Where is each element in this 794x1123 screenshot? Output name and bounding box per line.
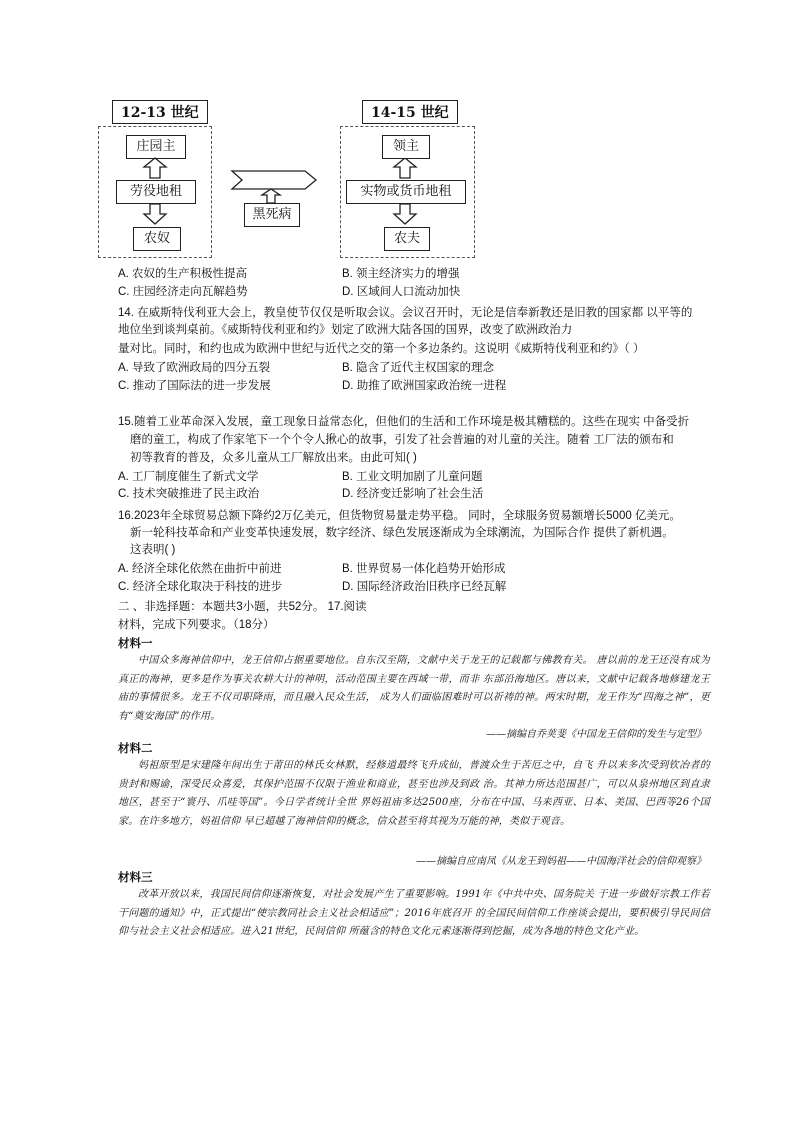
q15-option-c: C. 技术突破推进了民主政治 xyxy=(118,488,260,500)
q15-stem-line1: 15.随着工业革命深入发展，童工现象日益常态化，但他们的生活和工作环境是极其糟糕的。这些在现实 中备受折 xyxy=(118,416,690,428)
middle-arrow-up xyxy=(262,189,280,203)
left-arrow-up xyxy=(144,158,166,178)
q14-option-a: A. 导致了欧洲政局的四分五裂 xyxy=(118,362,271,374)
q16-stem-line3: 这表明( ) xyxy=(130,544,176,556)
middle-chevron-arrow xyxy=(232,171,316,189)
q16-stem-line1: 16.2023年全球贸易总额下降约2万亿美元，但货物贸易量走势平稳。 同时，全球服务贸易额增长5000 亿美元。 xyxy=(118,510,681,522)
q16-option-d: D. 国际经济政治旧秩序已经瓦解 xyxy=(342,581,507,593)
left-node-manor-lord: 庄园主 xyxy=(126,135,186,159)
q14-option-d: D. 助推了欧洲国家政治统一进程 xyxy=(342,380,507,392)
q14-option-b: B. 隐含了近代主权国家的理念 xyxy=(342,362,495,374)
material1-heading: 材料一 xyxy=(118,638,153,650)
q16-option-a: A. 经济全球化依然在曲折中前进 xyxy=(118,563,282,575)
section2-heading: 二 、非选择题：本题共3小题，共52分。 17.阅读 xyxy=(118,601,367,613)
section2-instruction: 材料，完成下列要求。（18分） xyxy=(118,619,275,631)
q14-stem-line2: 地位坐到谈判桌前。《威斯特伐利亚和约》划定了欧洲大陆各国的国界，改变了欧洲政治力 xyxy=(118,324,573,336)
q15-stem-line3: 初等教育的普及，众多儿童从工厂解放出来。由此可知( ) xyxy=(130,452,417,464)
left-arrow-down xyxy=(144,204,166,224)
material2-text: 妈祖原型是宋建隆年间出生于莆田的林氏女林默，经修道最终飞升成仙，普渡众生于苦厄之中，自飞 升以来多次受到钦冶者的贵封和赐谕，深受民众喜爱，其保护范围不仅限于渔业和商业，甚至也涉及到政 治。其神力所达范围甚广，可以从泉州地区到直隶地区，甚至于“寰丹、爪哇等国”。今日学者统计全世 界妈祖庙多达2500座，分布在中国、马来西亚、日本、美国、巴西等26个国家。在许多地方，妈祖信仰 早已超越了海神信仰的概念，信众甚至将其视为万能的神，类似于观音。 xyxy=(118,760,710,827)
material1-text: 中国众多海神信仰中，龙王信仰占据重要地位。自东汉至隋，文献中关于龙王的记载都与佛教有关。 唐以前的龙王还没有成为真正的海神，更多是作为事关农耕大计的神明，活动范围主要在西域一带，而非 东部沿海地区。唐以来，文献中记载各地修建龙王庙的事情很多。龙王不仅司职降雨，而且融入民众生活， 成为人们面临困难时可以祈祷的神。两宋时期，龙王作为“四海之神”，更有“奠安海国”的作用。 xyxy=(118,655,710,722)
right-node-farmer: 农夫 xyxy=(384,227,430,251)
material1-source: ——摘编自乔荚斐《中国龙王信仰的发生与定型》 xyxy=(486,729,706,740)
q15-option-d: D. 经济变迁影响了社会生活 xyxy=(342,488,484,500)
q14-stem-line3: 量对比。同时，和约也成为欧洲中世纪与近代之交的第一个多边条约。这说明《威斯特伐利亚和约》（ ） xyxy=(118,343,645,355)
left-era-label: 12-13 世纪 xyxy=(112,100,208,124)
material3-text: 改革开放以来，我国民间信仰逐渐恢复，对社会发展产生了重要影响。1991年《中共中央、国务院关 于进一步做好宗教工作若干问题的通知》中，正式提出“使宗教同社会主义社会相适应”；2016年底召开 的全国民间信仰工作座谈会提出，要积极引导民间信仰与社会主义社会相适应。进入21世纪，民间信仰 所蕴含的特色文化元素逐渐得到挖掘，成为各地的特色文化产业。 xyxy=(118,889,710,937)
material2-heading: 材料二 xyxy=(118,743,153,755)
q14-option-c: C. 推动了国际法的进一步发展 xyxy=(118,380,271,392)
left-node-labor-rent: 劳役地租 xyxy=(116,180,196,204)
q16-stem-line2: 新一轮科技革命和产业变革快速发展，数字经济、绿色发展逐渐成为全球潮流，为国际合作 提供了新机遇。 xyxy=(130,527,674,539)
q16-option-c: C. 经济全球化取决于科技的进步 xyxy=(118,581,283,593)
q13-option-d: D. 区域间人口流动加快 xyxy=(342,286,461,298)
q16-option-b: B. 世界贸易一体化趋势开始形成 xyxy=(342,563,506,575)
q13-option-a: A. 农奴的生产积极性提高 xyxy=(118,268,248,280)
right-node-kind-money-rent: 实物或货币地租 xyxy=(346,180,466,204)
right-era-label: 14-15 世纪 xyxy=(362,100,458,124)
q13-option-c: C. 庄园经济走向瓦解趋势 xyxy=(118,286,248,298)
q13-option-b: B. 领主经济实力的增强 xyxy=(342,268,460,280)
q15-option-b: B. 工业文明加剧了儿童问题 xyxy=(342,471,483,483)
q14-stem-line1: 14. 在威斯特伐利亚大会上，教皇使节仅仅是听取会议。会议召开时，无论是信奉新教还是旧教的国家都 以平等的 xyxy=(118,307,693,319)
material3-heading: 材料三 xyxy=(118,872,153,884)
right-node-lord: 领主 xyxy=(382,135,430,159)
q15-stem-line2: 磨的童工，构成了作家笔下一个个令人揪心的故事，引发了社会普遍的对儿童的关注。随着 工厂法的颁布和 xyxy=(130,434,674,446)
left-node-serf: 农奴 xyxy=(133,227,181,251)
material2-source: ——摘编自应南凤《从龙王到妈祖——中国海洋社会的信仰观察》 xyxy=(416,856,706,867)
middle-node-black-death: 黑死病 xyxy=(244,203,300,227)
q15-option-a: A. 工厂制度催生了新式文学 xyxy=(118,471,259,483)
